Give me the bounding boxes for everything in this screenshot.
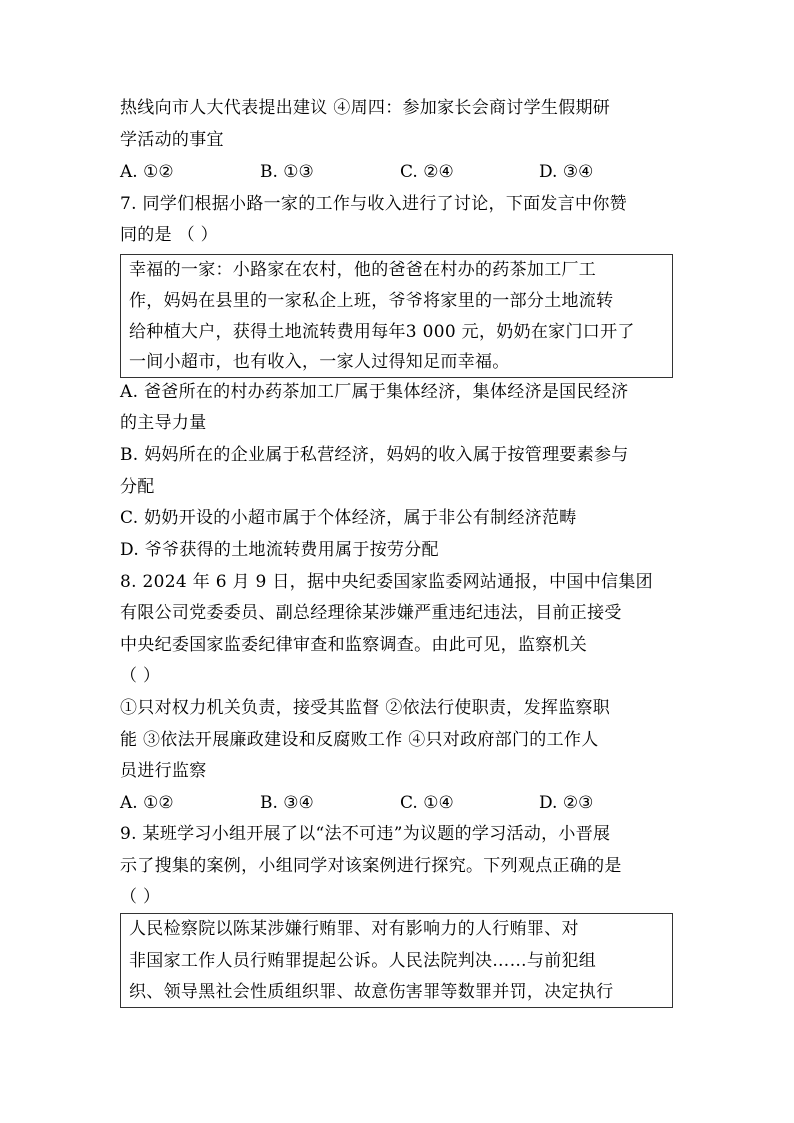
q9-box-line-3: 织、领导黑社会性质组织罪、故意伤害罪等数罪并罚，决定执行 [129,982,614,1002]
q8-option-d[interactable]: D. ②③ [539,793,594,813]
q8-stem-line-2: 有限公司党委委员、副总经理徐某涉嫌严重违纪违法，目前正接受 [120,603,622,623]
q6-option-b[interactable]: B. ①③ [260,162,314,182]
q6-option-d[interactable]: D. ③④ [539,162,594,182]
q8-options [120,792,680,814]
q7-box-line-1: 幸福的一家：小路家在农村，他的爸爸在村办的药茶加工厂工 [129,260,597,280]
q7-box-line-3: 给种植大户，获得土地流转费用每年3 000 元，奶奶在家门口开了 [129,322,635,342]
q8-option-b[interactable]: B. ③④ [260,793,314,813]
q7-option-c[interactable]: C. 奶奶开设的小超市属于个体经济，属于非公有制经济范畴 [120,508,577,528]
q8-stem-line-4: （ ） [120,666,161,686]
q9-stem-line-2: 示了搜集的案例，小组同学对该案例进行探究。下列观点正确的是 [120,856,622,876]
q6-option-c[interactable]: C. ②④ [400,162,454,182]
q6-text-line-1: 热线向市人大代表提出建议 ④周四：参加家长会商讨学生假期研 [120,98,611,118]
q8-items-line-1: ①只对权力机关负责，接受其监督 ②依法行使职责，发挥监察职 [120,698,611,718]
q9-material-box [120,913,673,1008]
q8-items-line-3: 员进行监察 [120,761,207,781]
q9-stem-line-3: （ ） [120,887,161,907]
q7-option-b-line-1[interactable]: B. 妈妈所在的企业属于私营经济，妈妈的收入属于按管理要素参与 [120,445,629,465]
q7-box-line-2: 作，妈妈在县里的一家私企上班，爷爷将家里的一部分土地流转 [129,291,614,311]
q9-box-line-2: 非国家工作人员行贿罪提起公诉。人民法院判决……与前犯组 [129,951,597,971]
q8-option-c[interactable]: C. ①④ [400,793,454,813]
q7-stem-line-2: 同的是 （ ） [120,225,218,245]
q7-option-a-line-1[interactable]: A. 爸爸所在的村办药茶加工厂属于集体经济，集体经济是国民经济 [120,382,629,402]
q9-stem-line-1: 9. 某班学习小组开展了以“法不可违”为议题的学习活动，小晋展 [120,824,611,844]
q7-stem-line-1: 7. 同学们根据小路一家的工作与收入进行了讨论，下面发言中你赞 [120,194,627,214]
q7-box-line-4: 一间小超市，也有收入，一家人过得知足而幸福。 [129,352,510,372]
q9-box-line-1: 人民检察院以陈某涉嫌行贿罪、对有影响力的人行贿罪、对 [129,919,579,939]
q8-stem-line-1: 8. 2024 年 6 月 9 日，据中央纪委国家监委网站通报，中国中信集团 [120,572,653,592]
q7-option-a-line-2[interactable]: 的主导力量 [120,413,207,433]
q7-material-box [120,254,673,378]
q8-option-a[interactable]: A. ①② [120,793,174,813]
q7-option-b-line-2[interactable]: 分配 [120,477,155,497]
q6-options [120,161,680,183]
q8-items-line-2: 能 ③依法开展廉政建设和反腐败工作 ④只对政府部门的工作人 [120,730,599,750]
q7-option-d[interactable]: D. 爷爷获得的土地流转费用属于按劳分配 [120,540,439,560]
q6-option-a[interactable]: A. ①② [120,162,174,182]
q8-stem-line-3: 中央纪委国家监委纪律审查和监察调查。由此可见，监察机关 [120,635,588,655]
q6-text-line-2: 学活动的事宜 [120,130,224,150]
